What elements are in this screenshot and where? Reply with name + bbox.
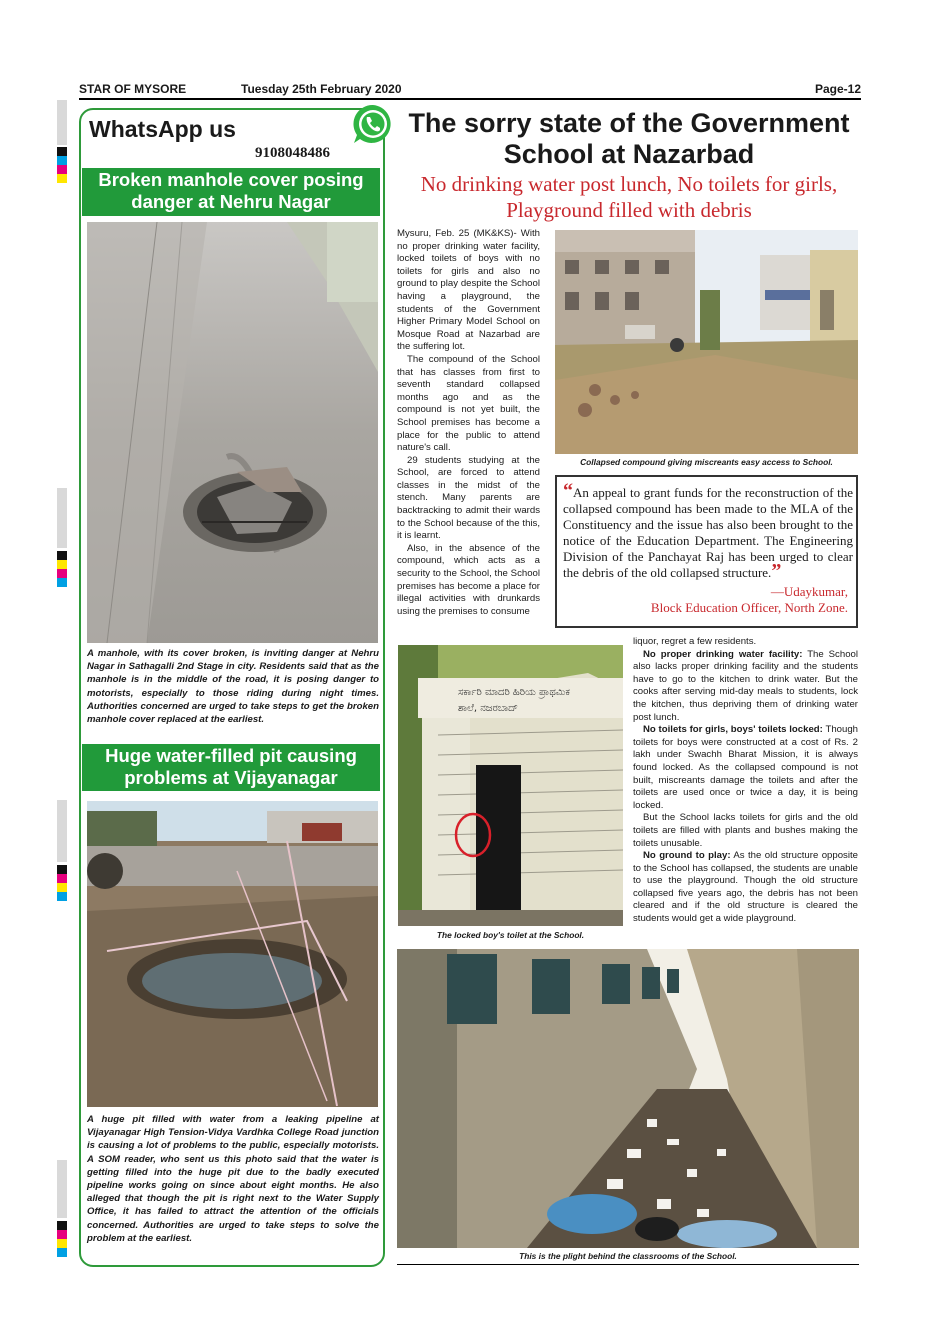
whatsapp-number: 9108048486 xyxy=(255,145,330,161)
story-subhead xyxy=(398,171,860,223)
registration-strip xyxy=(57,800,67,862)
pull-quote xyxy=(555,475,858,628)
close-quote-icon: ” xyxy=(771,560,782,582)
paragraph-text: As the old structure opposite to the School has collapsed, the students are unable to use the playground. Though the old structure collapsed five years ago, the debris has not been cleared and if the old structure is cleared the students would get a wide playground. xyxy=(633,850,858,925)
story-headline-line1: The sorry state of the Government xyxy=(408,108,850,138)
story-paragraph: Mysuru, Feb. 25 (MK&KS)- With no proper drinking water facility, locked toilets of boys with no toilets for girls and also no ground to play despite the School having a playground, the students of the Government Higher Primary Model School on Mosque Road at Nazarbad are the suffering lot. xyxy=(397,228,540,353)
story-column-2 xyxy=(633,636,858,926)
story-paragraph: Also, in the absence of the compound, which acts as a security to the School, the School premises has become a place for illegal activities with drunkards using the premises to consume xyxy=(397,542,540,617)
registration-mark xyxy=(57,1221,67,1257)
item-1-headline-line1: Broken manhole cover posing xyxy=(98,169,364,190)
item-1-headline xyxy=(82,168,380,216)
story-paragraph: The compound of the School that has classes from first to seventh standard collapsed months ago and as the compound is not yet built, the School premises has become a place for the public to attend nature's call. xyxy=(397,353,540,454)
subhead-label: No toilets for girls, boys' toilets locked: xyxy=(643,724,823,736)
pull-quote-body: An appeal to grant funds for the reconstruction of the collapsed compound has been made to the MLA of the Constituency and the issue has also been brought to the notice of the Education Department. The Engineering Division of the Panchayat Raj has been urged to clear the debris of the old collapsed structure. xyxy=(563,485,853,580)
registration-strip xyxy=(57,1160,67,1218)
story-column-1 xyxy=(397,228,540,618)
subhead-label: No proper drinking water facility: xyxy=(643,648,803,660)
registration-mark xyxy=(57,865,67,901)
pull-quote-text xyxy=(563,480,853,582)
story-paragraph xyxy=(633,649,858,725)
water-pit-photo xyxy=(87,801,378,1107)
registration-strip xyxy=(57,100,67,145)
behind-classrooms-photo xyxy=(397,949,859,1248)
toilet-signboard-line2: ಶಾಲೆ, ನಜರಬಾದ್ xyxy=(458,703,518,714)
item-1-caption: A manhole, with its cover broken, is inviting danger at Nehru Nagar in Sathagalli 2nd Stage in city. Residents said that as the manhole is in the middle of the road, it is posing danger to motorists, especially to those riding during night times. Authorities concerned are urged to take steps to get the broken manhole cover replaced at the earliest. xyxy=(87,648,379,726)
subhead-label: No ground to play: xyxy=(643,850,731,862)
story-paragraph xyxy=(633,850,858,926)
open-quote-icon: “ xyxy=(563,480,573,502)
whatsapp-title: WhatsApp us xyxy=(89,116,236,142)
issue-date: Tuesday 25th February 2020 xyxy=(241,82,402,96)
story-paragraph xyxy=(633,812,858,850)
registration-strip xyxy=(57,488,67,548)
collapsed-compound-photo xyxy=(555,230,858,454)
compound-caption: Collapsed compound giving miscreants easy access to School. xyxy=(580,457,833,467)
item-2-headline xyxy=(82,744,380,791)
story-paragraph: 29 students studying at the School, are forced to attend classes in the midst of the stench. Many parents are backtracking to admit their wards to the School because of the this, it is learnt. xyxy=(397,454,540,542)
paragraph-text: The School also lacks proper drinking facility and the students have to go to the kitchen to drink water. But the cooks after serving mid-day meals to students, lock the kitchen, thus depriving them of drinking water post lunch. xyxy=(633,648,858,723)
item-1-headline-line2: danger at Nehru Nagar xyxy=(131,191,331,212)
story-headline xyxy=(398,108,860,170)
registration-mark xyxy=(57,551,67,587)
paragraph-text: Though toilets for boys were constructed at a cost of Rs. 2 lakh under Swachh Bharat Mission, it is always found locked. As the collapsed compound is not built, miscreants damage the toilets and after the toilets are used once or twice a day, it is being locked. xyxy=(633,724,858,811)
story-paragraph xyxy=(633,724,858,812)
bottom-rule xyxy=(397,1264,859,1265)
page-number: Page-12 xyxy=(814,82,861,96)
classrooms-caption: This is the plight behind the classrooms of the School. xyxy=(519,1251,737,1261)
item-2-caption: A huge pit filled with water from a leaking pipeline at Vijayanagar High Tension-Vidya Vardhka College Road junction is causing a lot of problems to the public, especially motorists. A SOM reader, who sent us this photo said that the water is getting filled into the huge pit due to the badly executed pipeline works going on since about eight months. He also alleged that though the pit is right next to the Water Supply Office, it has failed to attract the attention of the officials concerned. Authorities are urged to take steps to solve the problem at the earliest. xyxy=(87,1114,379,1244)
story-headline-line2: School at Nazarbad xyxy=(503,139,755,169)
toilet-signboard-line1: ಸರ್ಕಾರಿ ಮಾದರಿ ಹಿರಿಯ ಪ್ರಾಥಮಿಕ xyxy=(458,687,570,698)
manhole-photo xyxy=(87,222,378,643)
toilet-caption: The locked boy's toilet at the School. xyxy=(436,930,585,940)
paragraph-text: But the School lacks toilets for girls and the old toilets are filled with plants and bushes making the toilets unusable. xyxy=(633,812,858,849)
whatsapp-logo-icon xyxy=(352,103,394,145)
story-subhead-line1: No drinking water post lunch, No toilets for girls, xyxy=(420,172,838,196)
story-paragraph: liquor, regret a few residents. xyxy=(633,636,757,647)
item-2-headline-line2: problems at Vijayanagar xyxy=(124,767,338,788)
pull-quote-attribution xyxy=(651,584,848,616)
pull-quote-role: Block Education Officer, North Zone. xyxy=(650,600,848,615)
story-subhead-line2: Playground filled with debris xyxy=(506,198,752,222)
pull-quote-author: —Udaykumar, xyxy=(770,584,848,599)
newspaper-name: STAR OF MYSORE xyxy=(79,82,187,96)
registration-mark xyxy=(57,147,67,183)
page-header xyxy=(79,80,861,100)
item-2-headline-line1: Huge water-filled pit causing xyxy=(105,745,357,766)
locked-toilet-photo xyxy=(398,645,623,926)
